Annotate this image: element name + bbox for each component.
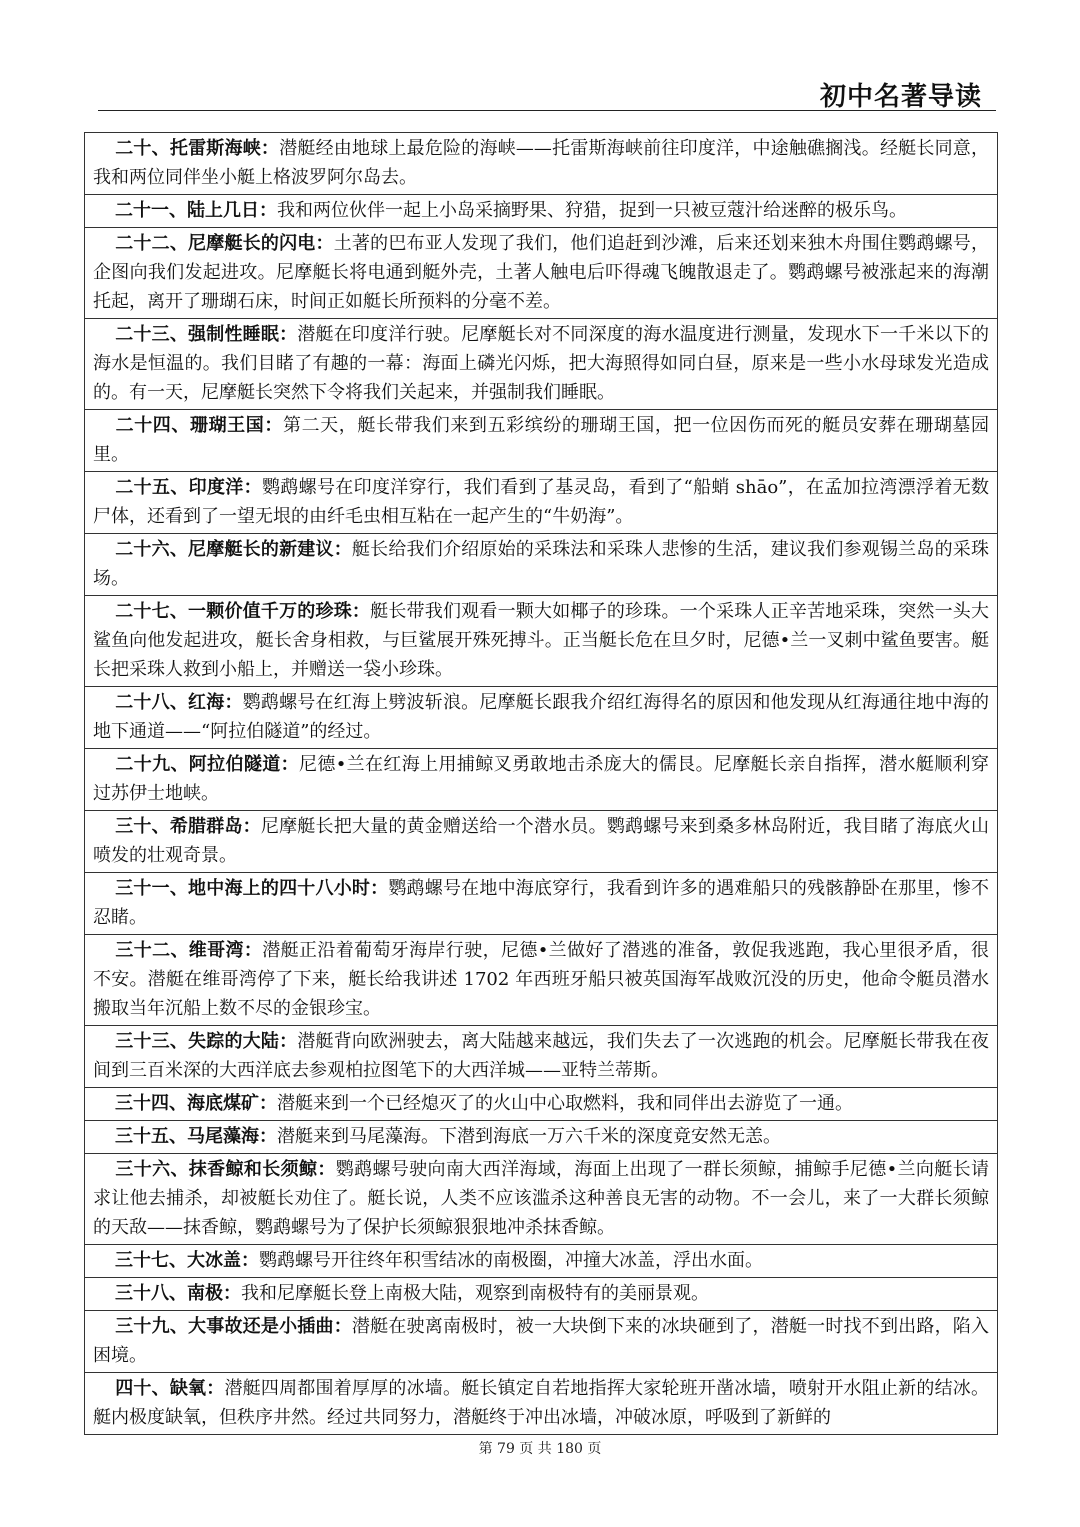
- chapter-heading: 三十、希腊群岛：: [115, 816, 261, 837]
- chapter-cell: [85, 1311, 998, 1373]
- table-row: [85, 1373, 998, 1435]
- chapter-summary-text: 潜艇正沿着葡萄牙海岸行驶，尼德•兰做好了潜逃的准备，敦促我逃跑，我心里很矛盾，很不安。潜艇在维哥湾停了下来，艇长给我讲述 1702 年西班牙船只被英国海军战败沉没的历史，他命令艇员潜水搬取当年沉船上数不尽的金银珍宝。: [93, 940, 989, 1019]
- table-row: [85, 534, 998, 596]
- table-row: [85, 319, 998, 410]
- chapter-heading: 三十四、海底煤矿：: [115, 1093, 277, 1114]
- table-row: [85, 1121, 998, 1154]
- table-row: [85, 687, 998, 749]
- chapter-cell: [85, 1154, 998, 1245]
- chapter-cell: [85, 596, 998, 687]
- chapter-cell: [85, 1088, 998, 1121]
- chapter-heading: 二十八、红海：: [115, 692, 243, 713]
- table-row: [85, 1278, 998, 1311]
- chapter-cell: [85, 472, 998, 534]
- chapter-heading: 二十五、印度洋：: [115, 477, 262, 498]
- chapter-heading: 二十一、陆上几日：: [115, 200, 277, 221]
- table-row: [85, 133, 998, 195]
- page-number: 第 79 页 共 180 页: [478, 1441, 602, 1457]
- chapter-heading: 三十五、马尾藻海：: [115, 1126, 277, 1147]
- chapter-cell: [85, 410, 998, 472]
- chapter-summary-text: 我和两位伙伴一起上小岛采摘野果、狩猎，捉到一只被豆蔻汁给迷醉的极乐鸟。: [277, 200, 907, 221]
- chapter-cell: [85, 935, 998, 1026]
- chapter-cell: [85, 319, 998, 410]
- chapter-summary-text: 潜艇来到一个已经熄灭了的火山中心取燃料，我和同伴出去游览了一通。: [277, 1093, 853, 1114]
- chapter-cell: [85, 811, 998, 873]
- table-row: [85, 1154, 998, 1245]
- chapter-cell: [85, 195, 998, 228]
- table-row: [85, 749, 998, 811]
- chapter-cell: [85, 133, 998, 195]
- table-row: [85, 1026, 998, 1088]
- table-row: [85, 873, 998, 935]
- chapter-heading: 三十九、大事故还是小插曲：: [115, 1316, 352, 1337]
- chapter-cell: [85, 1278, 998, 1311]
- table-row: [85, 228, 998, 319]
- chapter-summary-text: 鹦鹉螺号在印度洋穿行，我们看到了基灵岛，看到了“船蛸 shāo”，在孟加拉湾漂浮着无数尸体，还看到了一望无垠的由纤毛虫相互粘在一起产生的“牛奶海”。: [93, 477, 989, 527]
- table-row: [85, 195, 998, 228]
- chapter-summary-text: 土著的巴布亚人发现了我们，他们追赶到沙滩，后来还划来独木舟围住鹦鹉螺号，企图向我们发起进攻。尼摩艇长将电通到艇外壳，土著人触电后吓得魂飞魄散退走了。鹦鹉螺号被涨起来的海潮托起，离开了珊瑚石床，时间正如艇长所预料的分毫不差。: [93, 233, 990, 312]
- chapter-heading: 三十六、抹香鲸和长须鲸：: [115, 1159, 336, 1180]
- chapter-summary-text: 尼摩艇长把大量的黄金赠送给一个潜水员。鹦鹉螺号来到桑多林岛附近，我目睹了海底火山喷发的壮观奇景。: [93, 816, 989, 866]
- chapter-summary-text: 第二天，艇长带我们来到五彩缤纷的珊瑚王国，把一位因伤而死的艇员安葬在珊瑚墓园里。: [93, 415, 990, 465]
- chapter-cell: [85, 1026, 998, 1088]
- chapter-cell: [85, 873, 998, 935]
- table-row: [85, 1311, 998, 1373]
- chapter-summary-text: 潜艇背向欧洲驶去，离大陆越来越远，我们失去了一次逃跑的机会。尼摩艇长带我在夜间到三百米深的大西洋底去参观柏拉图笔下的大西洋城——亚特兰蒂斯。: [93, 1031, 990, 1081]
- chapter-summary-text: 潜艇在印度洋行驶。尼摩艇长对不同深度的海水温度进行测量，发现水下一千米以下的海水是恒温的。我们目睹了有趣的一幕：海面上磷光闪烁，把大海照得如同白昼，原来是一些小水母球发光造成的。有一天，尼摩艇长突然下令将我们关起来，并强制我们睡眠。: [93, 324, 990, 403]
- chapter-summary-text: 鹦鹉螺号开往终年积雪结冰的南极圈，冲撞大冰盖，浮出水面。: [259, 1250, 763, 1271]
- chapter-heading: 四十、缺氧：: [115, 1378, 225, 1399]
- chapter-heading: 二十六、尼摩艇长的新建议：: [115, 539, 352, 560]
- chapter-summary-text: 我和尼摩艇长登上南极大陆，观察到南极特有的美丽景观。: [241, 1283, 709, 1304]
- chapter-cell: [85, 749, 998, 811]
- chapter-heading: 二十七、一颗价值千万的珍珠：: [115, 601, 371, 622]
- chapter-heading: 三十二、维哥湾：: [115, 940, 263, 961]
- chapter-cell: [85, 1245, 998, 1278]
- table-row: [85, 1245, 998, 1278]
- chapter-table-body: [85, 133, 998, 1435]
- header-divider: [98, 110, 996, 111]
- chapter-cell: [85, 534, 998, 596]
- chapter-summary-text: 潜艇在驶离南极时，被一大块倒下来的冰块砸到了，潜艇一时找不到出路，陷入困境。: [93, 1316, 990, 1366]
- chapter-heading: 三十三、失踪的大陆：: [115, 1031, 298, 1052]
- chapter-summary-text: 潜艇经由地球上最危险的海峡——托雷斯海峡前往印度洋，中途触礁搁浅。经艇长同意，我和两位同伴坐小艇上格波罗阿尔岛去。: [93, 138, 990, 188]
- table-row: [85, 1088, 998, 1121]
- chapter-heading: 二十二、尼摩艇长的闪电：: [115, 233, 334, 254]
- chapter-summary-text: 鹦鹉螺号驶向南大西洋海域，海面上出现了一群长须鲸，捕鲸手尼德•兰向艇长请求让他去捕杀，却被艇长劝住了。艇长说，人类不应该滥杀这种善良无害的动物。不一会儿，来了一大群长须鲸的天敌——抹香鲸，鹦鹉螺号为了保护长须鲸狠狠地冲杀抹香鲸。: [93, 1159, 990, 1238]
- table-row: [85, 472, 998, 534]
- chapter-heading: 三十八、南极：: [115, 1283, 241, 1304]
- chapter-cell: [85, 228, 998, 319]
- chapter-summary-text: 艇长带我们观看一颗大如椰子的珍珠。一个采珠人正辛苦地采珠，突然一头大鲨鱼向他发起进攻，艇长舍身相救，与巨鲨展开殊死搏斗。正当艇长危在旦夕时，尼德•兰一叉刺中鲨鱼要害。艇长把采珠人救到小船上，并赠送一袋小珍珠。: [93, 601, 989, 680]
- chapter-summary-text: 尼德•兰在红海上用捕鲸叉勇敢地击杀庞大的儒艮。尼摩艇长亲自指挥，潜水艇顺利穿过苏伊士地峡。: [93, 754, 989, 804]
- chapter-heading: 二十、托雷斯海峡：: [115, 138, 280, 159]
- chapter-heading: 三十一、地中海上的四十八小时：: [115, 878, 389, 899]
- page-header-title: 初中名著导读: [819, 82, 982, 112]
- table-row: [85, 596, 998, 687]
- table-row: [85, 410, 998, 472]
- chapter-heading: 二十三、强制性睡眠：: [115, 324, 298, 345]
- chapter-heading: 三十七、大冰盖：: [115, 1250, 259, 1271]
- chapter-cell: [85, 1373, 998, 1435]
- chapter-heading: 二十四、珊瑚王国：: [115, 415, 283, 436]
- chapter-summary-table: [84, 132, 998, 1435]
- chapter-summary-text: 潜艇来到马尾藻海。下潜到海底一万六千米的深度竟安然无恙。: [277, 1126, 781, 1147]
- chapter-summary-text: 鹦鹉螺号在红海上劈波斩浪。尼摩艇长跟我介绍红海得名的原因和他发现从红海通往地中海的地下通道——“阿拉伯隧道”的经过。: [93, 692, 990, 742]
- table-row: [85, 935, 998, 1026]
- chapter-summary-text: 艇长给我们介绍原始的采珠法和采珠人悲惨的生活，建议我们参观锡兰岛的采珠场。: [93, 539, 990, 589]
- chapter-heading: 二十九、阿拉伯隧道：: [115, 754, 299, 775]
- chapter-summary-text: 潜艇四周都围着厚厚的冰墙。艇长镇定自若地指挥大家轮班开凿冰墙，喷射开水阻止新的结冰。艇内极度缺氧，但秩序井然。经过共同努力，潜艇终于冲出冰墙，冲破冰原，呼吸到了新鲜的: [93, 1378, 990, 1428]
- chapter-cell: [85, 1121, 998, 1154]
- table-row: [85, 811, 998, 873]
- chapter-cell: [85, 687, 998, 749]
- chapter-summary-text: 鹦鹉螺号在地中海底穿行，我看到许多的遇难船只的残骸静卧在那里，惨不忍睹。: [93, 878, 990, 928]
